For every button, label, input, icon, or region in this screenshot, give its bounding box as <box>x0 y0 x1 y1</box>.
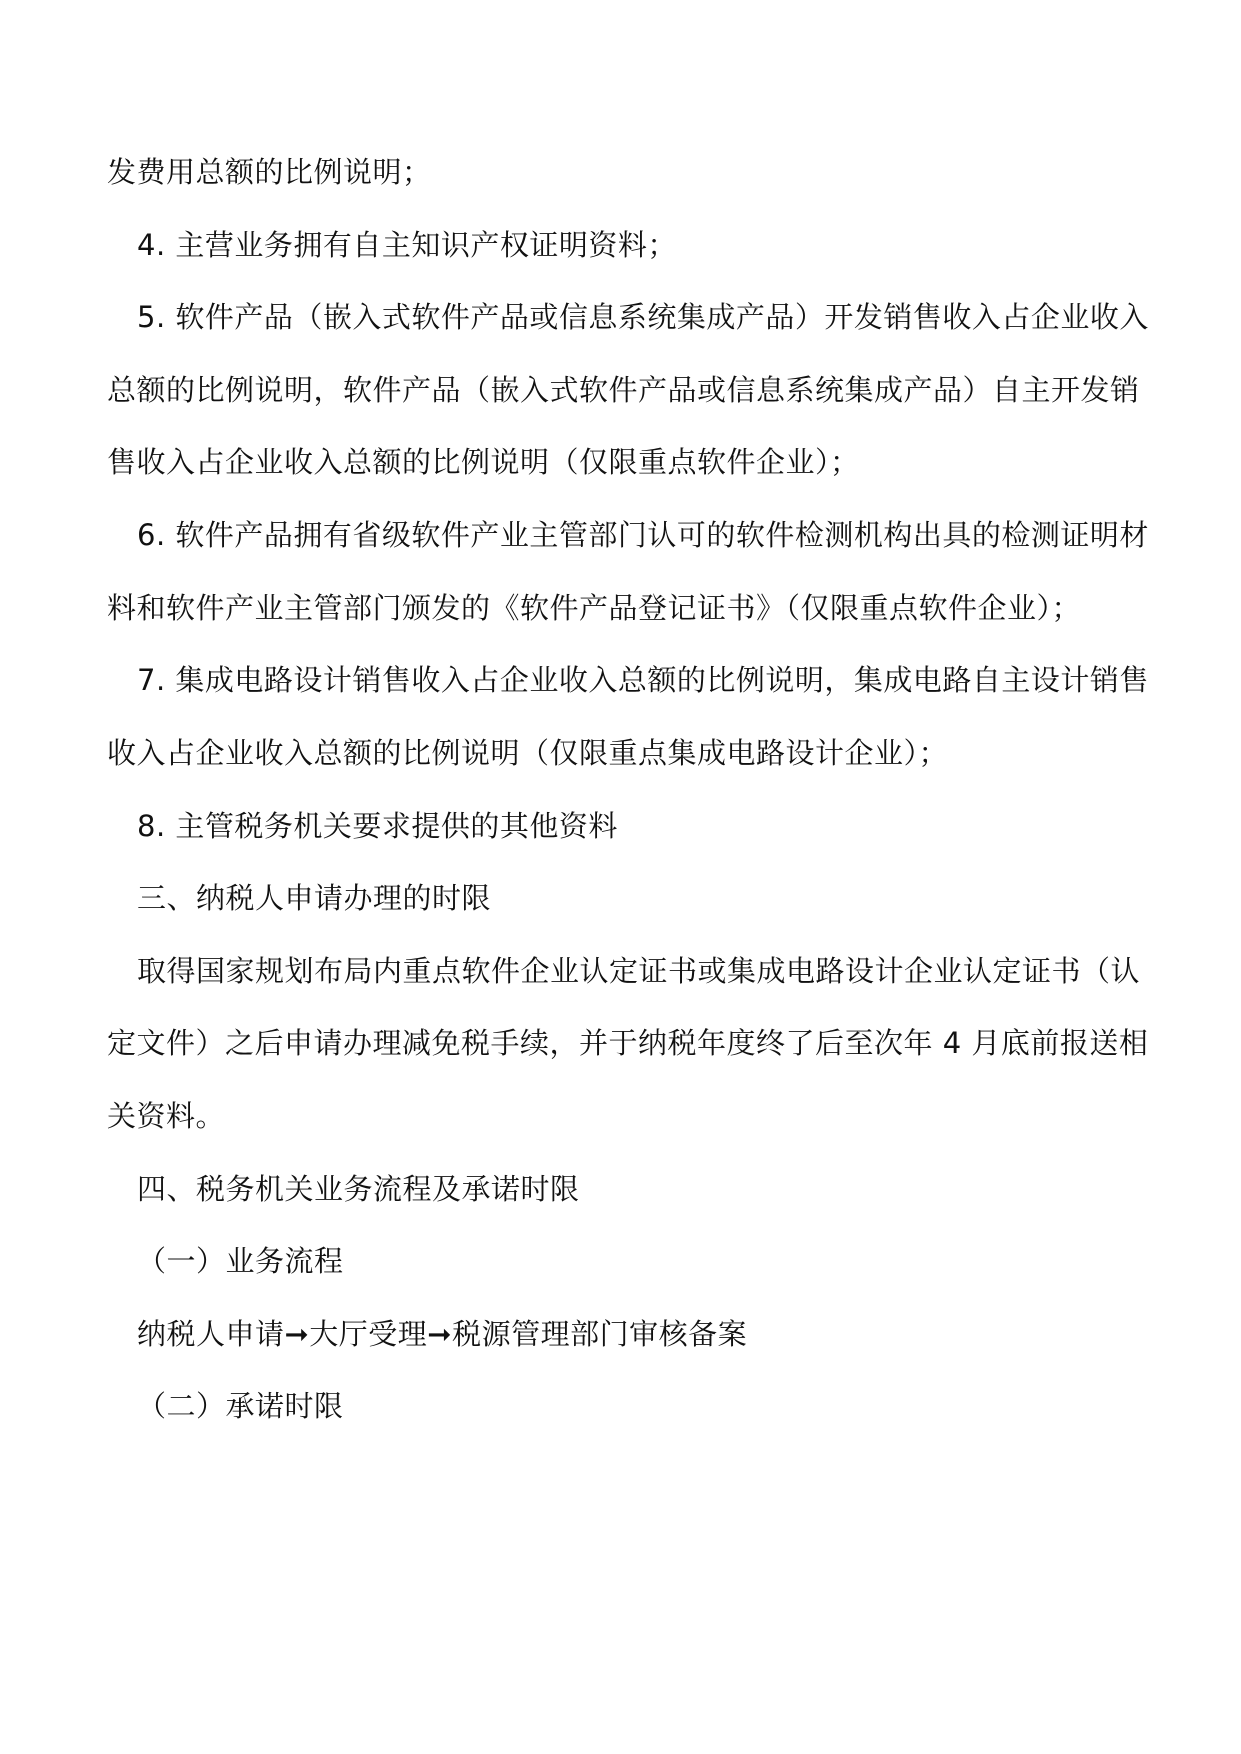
section-4-heading: 四、税务机关业务流程及承诺时限 <box>137 1172 580 1206</box>
section-3-paragraph-line-2: 定文件）之后申请办理减免税手续，并于纳税年度终了后至次年 4 月底前报送相 <box>107 1026 1149 1060</box>
workflow-text: 纳税人申请➞大厅受理➞税源管理部门审核备案 <box>137 1317 748 1351</box>
item-7-line-1: 7. 集成电路设计销售收入占企业收入总额的比例说明，集成电路自主设计销售 <box>137 663 1149 697</box>
subsection-2-heading: （二）承诺时限 <box>137 1389 344 1423</box>
item-6-line-2: 料和软件产业主管部门颁发的《软件产品登记证书》（仅限重点软件企业）； <box>107 591 1082 625</box>
item-5-line-3: 售收入占企业收入总额的比例说明（仅限重点软件企业）； <box>107 445 860 479</box>
item-5-line-2: 总额的比例说明，软件产品（嵌入式软件产品或信息系统集成产品）自主开发销 <box>107 373 1140 407</box>
item-5-line-1: 5. 软件产品（嵌入式软件产品或信息系统集成产品）开发销售收入占企业收入 <box>137 300 1149 334</box>
section-3-paragraph-line-1: 取得国家规划布局内重点软件企业认定证书或集成电路设计企业认定证书（认 <box>137 954 1141 988</box>
item-6-line-1: 6. 软件产品拥有省级软件产业主管部门认可的软件检测机构出具的检测证明材 <box>137 518 1149 552</box>
subsection-1-heading: （一）业务流程 <box>137 1244 344 1278</box>
section-3-heading: 三、纳税人申请办理的时限 <box>137 881 492 915</box>
text-line-continuation: 发费用总额的比例说明； <box>107 155 432 189</box>
item-8: 8. 主管税务机关要求提供的其他资料 <box>137 809 618 843</box>
item-4: 4. 主营业务拥有自主知识产权证明资料； <box>137 228 677 262</box>
item-7-line-2: 收入占企业收入总额的比例说明（仅限重点集成电路设计企业）； <box>107 736 949 770</box>
section-3-paragraph-line-3: 关资料。 <box>107 1099 226 1133</box>
